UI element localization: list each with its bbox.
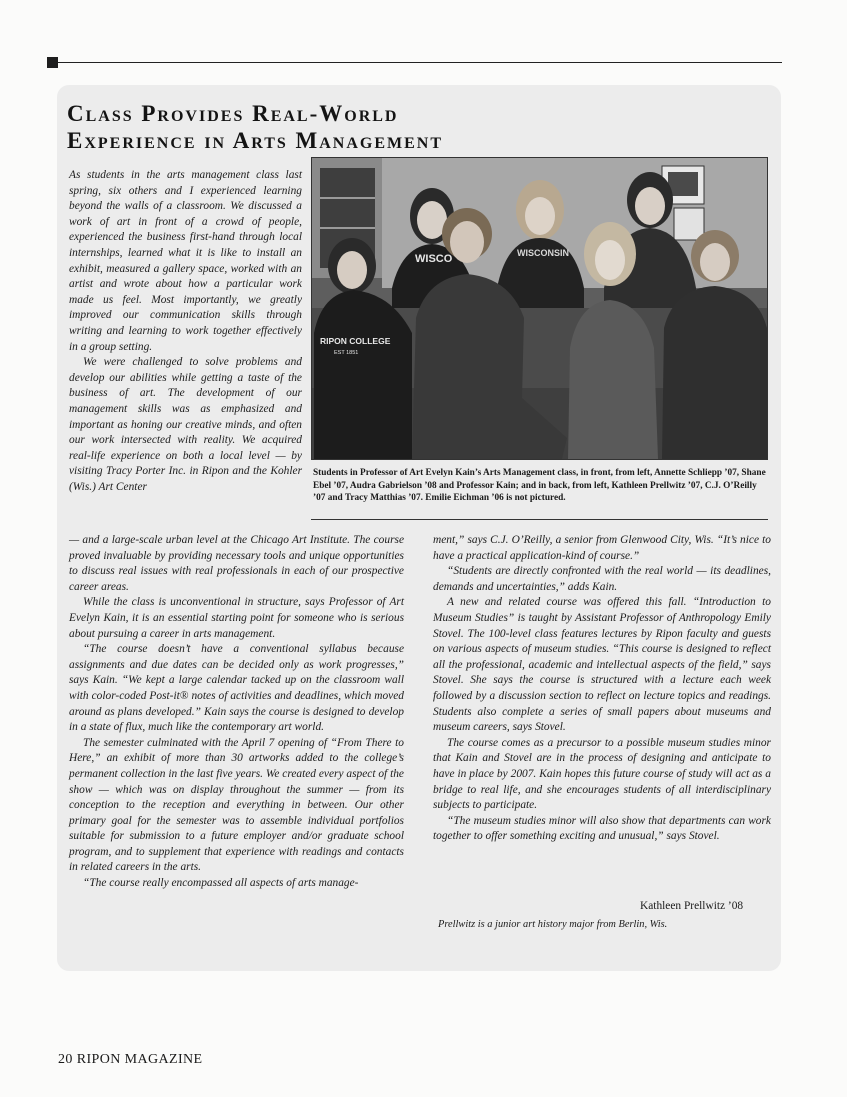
author-bio: Prellwitz is a junior art history major from Berlin, Wis. [438, 919, 668, 930]
paragraph: “The museum studies minor will also show that departments can work together to offer something exciting and unusual,” says Stovel. [433, 814, 771, 843]
shirt-text: WISCO [415, 253, 453, 265]
intro-column [69, 168, 302, 495]
paragraph: While the class is unconventional in structure, says Professor of Art Evelyn Kain, it is an essential starting point for someone who is serious about pursuing a career in arts management. [69, 596, 404, 640]
paragraph: A new and related course was offered this fall. “Introduction to Museum Studies” is taught by Assistant Professor of Anthropology Emily Stovel. The 100-level class features lectures by Ripon faculty and guests on various aspects of museum studies. “This course is designed to reflect all the professional, academic and intellectual aspects of the field,” says Stovel. She says the course is structured with a lecture each week followed by a discussion section to reflect on lecture topics and readings. Students also complete a series of small papers about museums and museum careers, says Stovel. [433, 596, 771, 734]
top-rule [58, 62, 782, 63]
caption-rule [311, 519, 768, 520]
left-body-column [69, 533, 404, 892]
author-signature: Kathleen Prellwitz ’08 [640, 900, 744, 912]
paragraph: We were challenged to solve problems and develop our abilities while getting a taste of the business of art. The development of our management skills was as emphasized and important as honing our creative minds, and often our work intersected with reality. We acquired real-life experience on both a local level — by visiting Tracy Porter Inc. in Ripon and the Kohler (Wis.) Art Center [69, 356, 302, 493]
article-headline [67, 100, 587, 154]
page-number: 20 [58, 1052, 73, 1067]
paragraph: As students in the arts management class last spring, six others and I experienced learning beyond the walls of a classroom. We discussed a work of art in front of a crowd of people, experienced the business first-hand through local internships, learned what it is like to install an exhibit, measured a gallery space, worked with an artist and wrote about how a particular work made us feel. Most importantly, we greatly improved our communication skills through writing and learning to work together effectively in a group setting. [69, 169, 302, 353]
paragraph: “The course really encompassed all aspects of arts manage- [83, 877, 359, 890]
paragraph: The semester culminated with the April 7 opening of “From There to Here,” an exhibit of more than 30 artworks added to the college’s permanent collection in the last five years. We created every aspect of the show — which was on display throughout the summer — from its conception to the reception and everything in between. Our other primary goal for the semester was to assemble individual portfolios suitable for submission to a future employer and/or graduate school program, and to supplement that experience with readings and contacts in related careers in the arts. [69, 736, 404, 874]
class-photo-image [312, 158, 767, 459]
paragraph: “The course doesn’t have a conventional syllabus because assignments and due dates can be decided only as work progresses,” says Kain. “We kept a large calendar tacked up on the classroom wall with color-coded Post-it® notes of activities and deadlines, which moved around as plans developed.” Kain says the course is designed to develop in a state of flux, much like the contemporary art world. [69, 643, 404, 734]
shirt-text: WISCONSIN [517, 248, 570, 258]
page-footer [58, 1052, 202, 1068]
shirt-text: EST 1851 [334, 350, 359, 356]
shirt-text: RIPON COLLEGE [320, 336, 391, 346]
paragraph: The course comes as a precursor to a possible museum studies minor that Kain and Stovel are in the process of designing and anticipate to have in place by 2007. Kain hopes this future course of study will act as a bridge to real life, and she encourages students of all interdisciplinary subjects to participate. [433, 736, 771, 812]
class-photo [311, 157, 768, 460]
headline-line-1: Class Provides Real-World [67, 101, 399, 126]
magazine-name: RIPON MAGAZINE [76, 1052, 203, 1067]
photo-caption: Students in Professor of Art Evelyn Kain’s Arts Management class, in front, from left, Annette Schliepp ’07, Shane Ebel ’07, Audra Gabrielson ’08 and Professor Kain; and in back, from left, Kathleen Prellwitz ’07, C.J. O’Reilly ’07 and Tracy Matthias ’07. Emilie Eichman ’06 is not pictured. [313, 468, 766, 503]
right-body-column [433, 533, 771, 845]
paragraph: “Students are directly confronted with the real world — its deadlines, demands and uncertainties,” adds Kain. [433, 565, 771, 593]
paragraph: — and a large-scale urban level at the Chicago Art Institute. The course proved invaluable by providing necessary tools and unique opportunities to discuss real issues with real professionals in each of our prospective career areas. [69, 534, 404, 593]
headline-line-2: Experience in Arts Management [67, 128, 443, 153]
section-marker [47, 57, 58, 68]
paragraph: ment,” says C.J. O’Reilly, a senior from Glenwood City, Wis. “It’s nice to have a practical application-kind of course.” [433, 534, 771, 562]
